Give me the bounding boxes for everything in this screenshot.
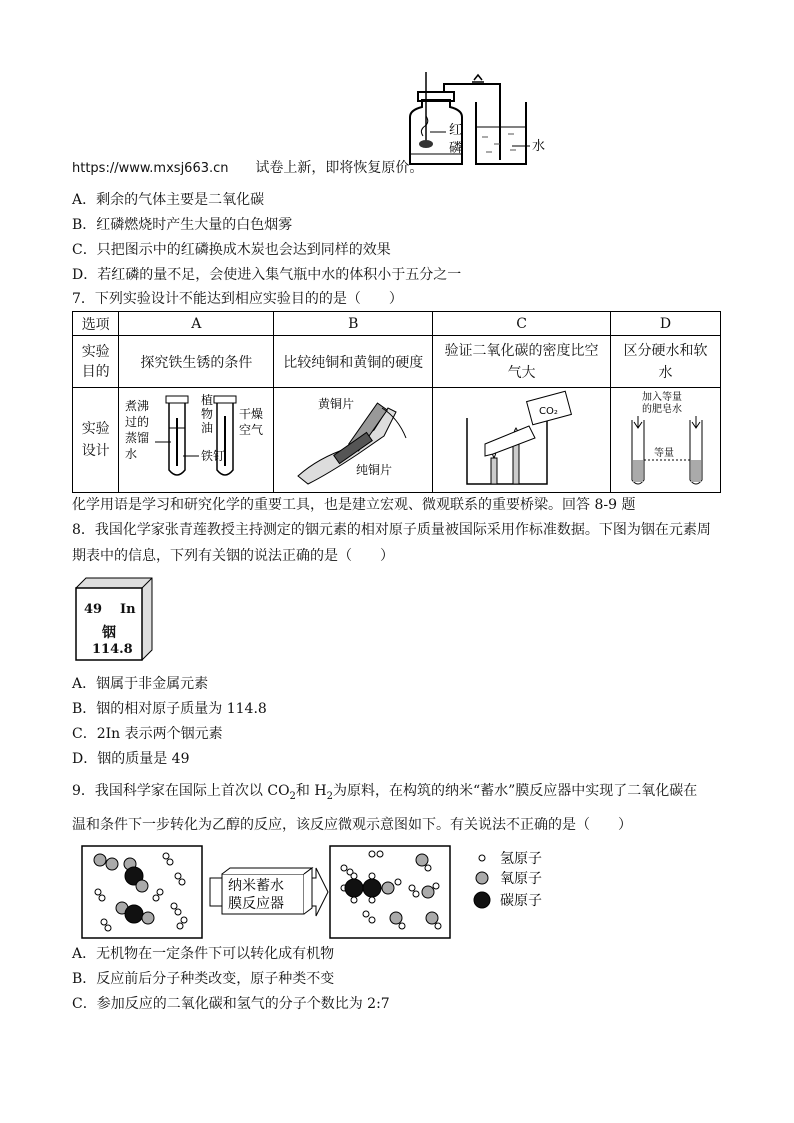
section-intro: 化学用语是学习和研究化学的重要工具，也是建立宏观、微观联系的重要桥梁。回答 8-9 题: [72, 497, 636, 513]
element-symbol: In: [120, 602, 136, 617]
svg-text:加入等量: 加入等量: [641, 392, 682, 403]
svg-text:油: 油: [201, 421, 214, 435]
design-label: 实验 设计: [73, 388, 119, 493]
purpose-a: 探究铁生锈的条件: [119, 336, 274, 388]
svg-text:蒸馏: 蒸馏: [125, 431, 150, 445]
q9-stem-2: 温和条件下一步转化为乙醇的反应，该反应微观示意图如下。有关说法不正确的是（ ）: [72, 817, 632, 833]
q9-stem-1: 9．我国科学家在国际上首次以 $CO_2$和 $H_2$为原料，在构筑的纳米“蓄水”膜反应器中实现了二氧化碳在: [72, 783, 698, 802]
scratch-test-figure: [278, 388, 428, 488]
q9-option-a: A．无机物在一定条件下可以转化成有机物: [72, 946, 335, 962]
head-option: 选项: [73, 312, 119, 336]
reactor-label-2: 膜反应器: [228, 896, 284, 912]
q9-option-c: C．参加反应的二氧化碳和氢气的分子个数比为 2:7: [72, 996, 390, 1012]
purpose-b: 比较纯铜和黄铜的硬度: [274, 336, 433, 388]
q8-option-b: B．铟的相对原子质量为 114.8: [72, 701, 267, 717]
atomic-number: 49: [84, 602, 103, 617]
q6-option-d: D．若红磷的量不足，会使进入集气瓶中水的体积小于五分之一: [72, 267, 462, 283]
svg-text:铁钉: 铁钉: [201, 449, 226, 463]
purpose-label: 实验 目的: [73, 336, 119, 388]
q7-head-row: [73, 312, 721, 336]
head-b: B: [274, 312, 433, 336]
q6-option-b: B．红磷燃烧时产生大量的白色烟雾: [72, 217, 293, 233]
element-card-indium: [72, 574, 154, 664]
element-name: 铟: [102, 625, 116, 641]
svg-text:空气: 空气: [239, 423, 264, 437]
svg-text:纯铜片: 纯铜片: [356, 463, 393, 477]
q9-option-b: B．反应前后分子种类改变，原子种类不变: [72, 971, 335, 987]
rusting-tubes-figure: [121, 388, 271, 488]
q7-design-row: [73, 388, 721, 493]
q7-purpose-row: [73, 336, 721, 388]
head-d: D: [611, 312, 721, 336]
legend-oxygen: 氧原子: [500, 871, 542, 887]
purpose-c: 验证二氧化碳的密度比空 气大: [433, 336, 611, 388]
design-d: [611, 388, 721, 493]
svg-text:过的: 过的: [125, 415, 150, 429]
svg-text:物: 物: [201, 407, 214, 421]
header-line: [72, 158, 423, 179]
svg-text:干燥: 干燥: [239, 407, 264, 421]
site-url[interactable]: https://www.mxsj663.cn: [72, 161, 229, 176]
q7-table: [72, 311, 721, 493]
design-a: [119, 388, 274, 493]
design-c: [433, 388, 611, 493]
design-b: [274, 388, 433, 493]
purpose-d: 区分硬水和软 水: [611, 336, 721, 388]
q6-option-a: A．剩余的气体主要是二氧化碳: [72, 192, 265, 208]
co2-candle-figure: [437, 388, 607, 488]
reactor-label-1: 纳米蓄水: [228, 878, 284, 894]
q8-stem-2: 期表中的信息，下列有关铟的说法正确的是（ ）: [72, 548, 394, 564]
legend-carbon: 碳原子: [500, 893, 542, 909]
svg-text:的肥皂水: 的肥皂水: [641, 404, 682, 415]
svg-text:煮沸: 煮沸: [125, 399, 150, 413]
label-water: 水: [532, 139, 546, 154]
legend-hydrogen: 氢原子: [500, 851, 542, 867]
q8-option-c: C．2In 表示两个铟元素: [72, 726, 223, 742]
promo-note: 试卷上新，即将恢复原价。: [255, 160, 424, 176]
label-red-2: 磷: [449, 141, 463, 156]
label-red-1: 红: [449, 123, 463, 138]
atomic-mass: 114.8: [92, 642, 133, 657]
head-a: A: [119, 312, 274, 336]
svg-text:等量: 等量: [653, 448, 674, 459]
q8-stem-1: 8．我国化学家张青莲教授主持测定的铟元素的相对原子质量被国际采用作标准数据。下图为铟在元素周: [72, 522, 711, 538]
svg-text:水: 水: [125, 447, 138, 461]
q8-option-d: D．铟的质量是 49: [72, 751, 190, 767]
q8-option-a: A．铟属于非金属元素: [72, 676, 209, 692]
svg-text:植: 植: [201, 393, 214, 407]
phosphorus-apparatus-figure: [402, 72, 562, 172]
soap-water-figure: [612, 388, 720, 488]
svg-text:黄铜片: 黄铜片: [318, 397, 355, 411]
head-c: C: [433, 312, 611, 336]
q6-option-c: C．只把图示中的红磷换成木炭也会达到同样的效果: [72, 242, 391, 258]
reaction-diagram: [76, 842, 566, 942]
q7-stem: 7．下列实验设计不能达到相应实验目的的是（ ）: [72, 291, 403, 307]
svg-text:CO₂: CO₂: [538, 406, 558, 417]
